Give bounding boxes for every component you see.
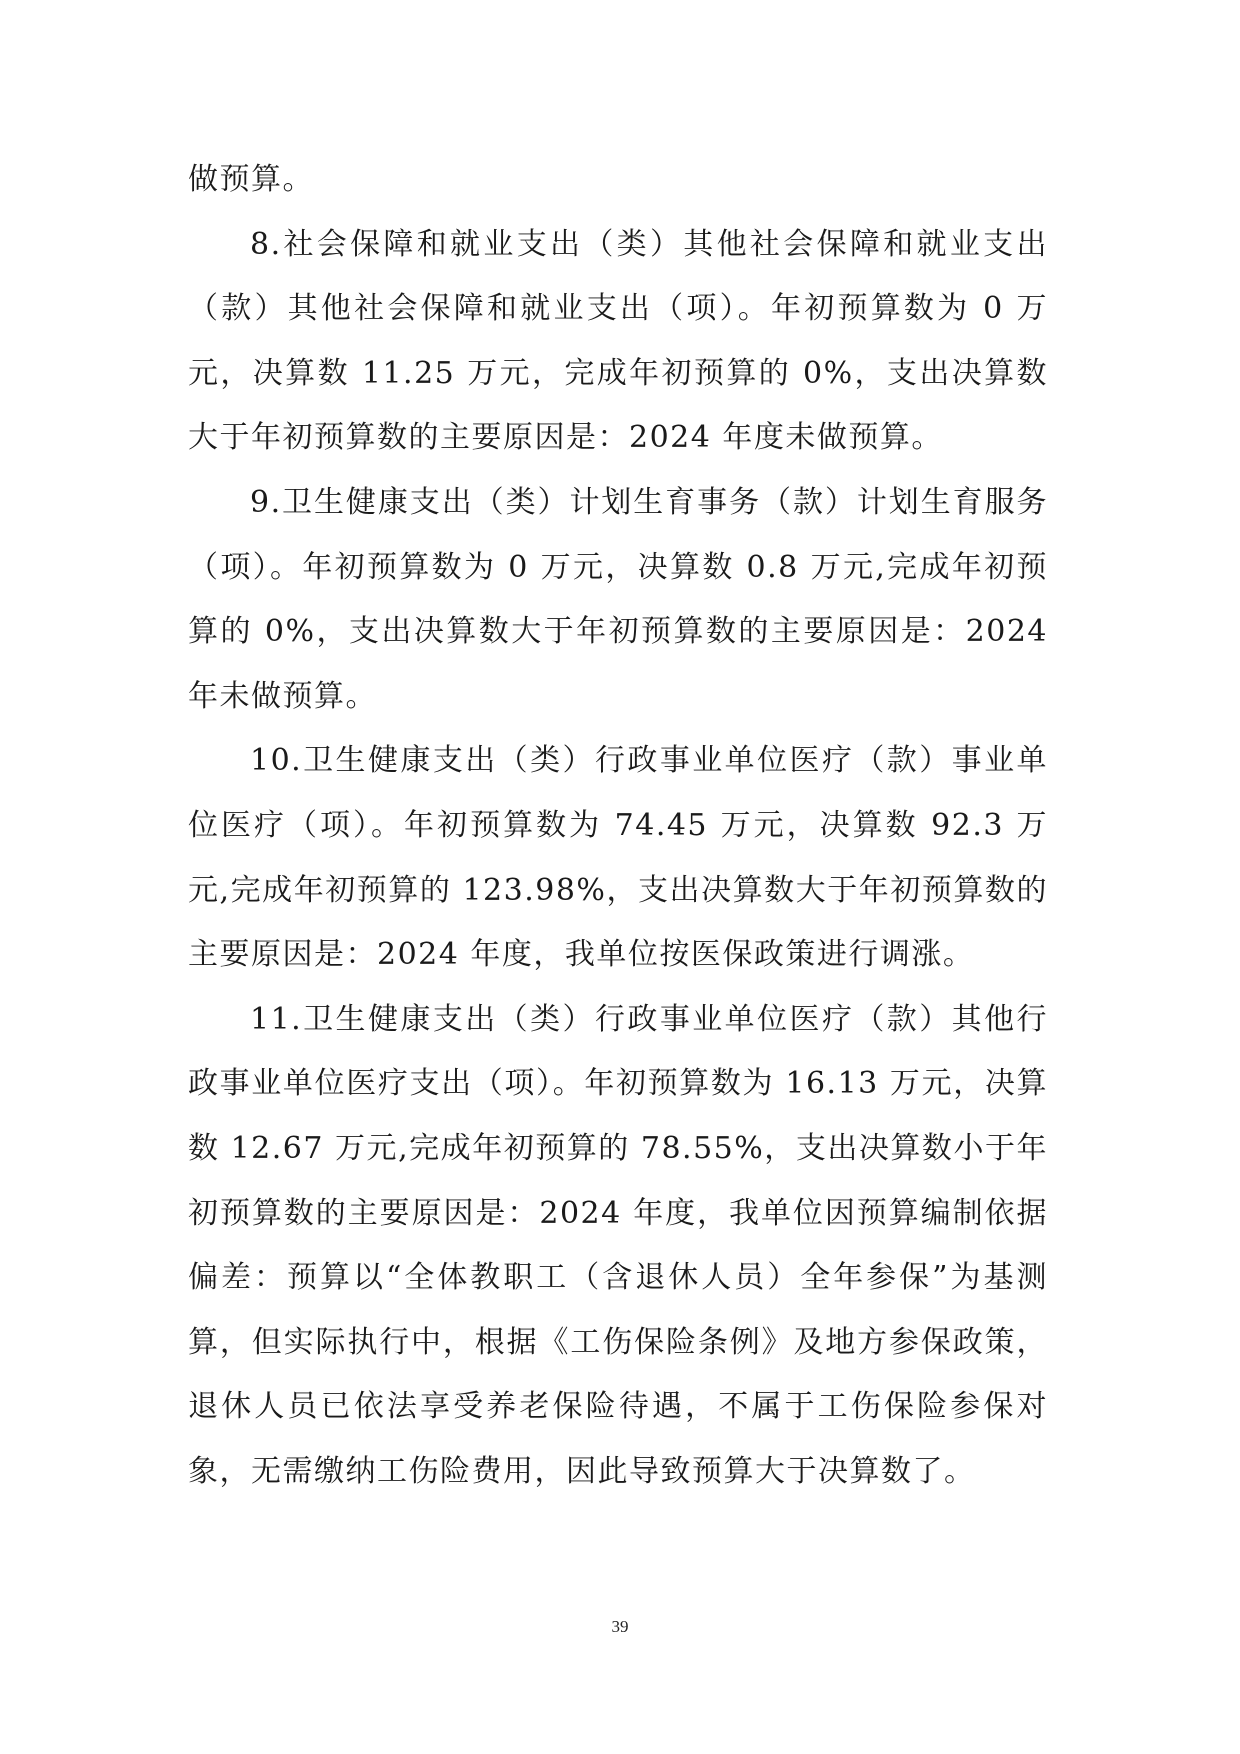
body-text	[188, 148, 1048, 1504]
paragraph-item-8: 8.社会保障和就业支出（类）其他社会保障和就业支出（款）其他社会保障和就业支出（项）。年初预算数为 0 万元，决算数 11.25 万元，完成年初预算的 0%，支出决算数大于年初预算数的主要原因是：2024 年度未做预算。	[188, 226, 1048, 456]
paragraph-item-10: 10.卫生健康支出（类）行政事业单位医疗（款）事业单位医疗（项）。年初预算数为 74.45 万元，决算数 92.3 万元,完成年初预算的 123.98%，支出决算数大于年初预算数的主要原因是：2024 年度，我单位按医保政策进行调涨。	[188, 743, 1048, 973]
paragraph-item-9: 9.卫生健康支出（类）计划生育事务（款）计划生育服务（项）。年初预算数为 0 万元，决算数 0.8 万元,完成年初预算的 0%，支出决算数大于年初预算数的主要原因是：2024 年未做预算。	[188, 484, 1048, 714]
paragraph-continuation: 做预算。	[188, 162, 314, 197]
paragraph-item-11: 11.卫生健康支出（类）行政事业单位医疗（款）其他行政事业单位医疗支出（项）。年初预算数为 16.13 万元，决算数 12.67 万元,完成年初预算的 78.55%，支出决算数小于年初预算数的主要原因是：2024 年度，我单位因预算编制依据偏差：预算以“全体教职工（含退休人员）全年参保”为基测算，但实际执行中，根据《工伤保险条例》及地方参保政策，退休人员已依法享受养老保险待遇，不属于工伤保险参保对象，无需缴纳工伤险费用，因此导致预算大于决算数了。	[188, 1001, 1048, 1489]
page-number: 39	[611, 1617, 629, 1636]
